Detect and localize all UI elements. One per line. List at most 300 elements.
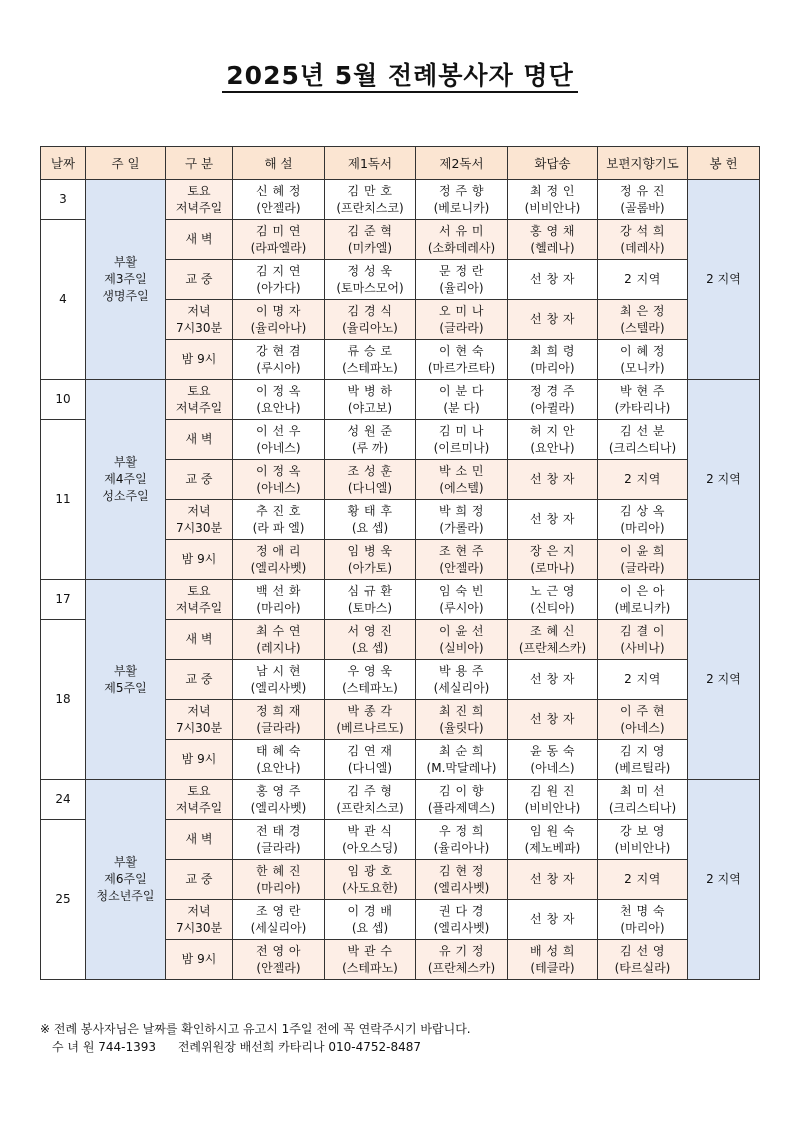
service-kind-line: 교 중	[185, 672, 213, 686]
service-kind-line: 토요	[187, 783, 211, 798]
volunteer-name: 2 지역	[624, 272, 661, 286]
baptismal-name: (프란치스코)	[336, 200, 404, 215]
week-label	[86, 580, 166, 780]
baptismal-name: (다니엘)	[347, 760, 393, 775]
volunteer-cell	[416, 780, 508, 820]
volunteer-name: 이 윤 희	[620, 543, 665, 558]
service-kind-line: 7시30분	[175, 920, 223, 935]
service-kind	[166, 300, 233, 340]
volunteer-cell	[325, 740, 416, 780]
volunteer-name: 허 지 안	[530, 423, 575, 438]
volunteer-cell	[598, 940, 688, 980]
volunteer-name: 김 연 재	[347, 743, 393, 758]
volunteer-cell	[233, 340, 325, 380]
volunteer-cell	[233, 820, 325, 860]
service-kind	[166, 700, 233, 740]
volunteer-cell	[416, 940, 508, 980]
volunteer-name: 홍 영 채	[530, 223, 575, 238]
offering-cell: 2 지역	[688, 180, 760, 380]
date-cell: 3	[41, 180, 86, 220]
volunteer-cell	[416, 540, 508, 580]
week-label-line: 부활	[113, 663, 138, 678]
volunteer-name: 천 명 숙	[620, 903, 665, 918]
baptismal-name: (로마나)	[530, 560, 575, 575]
service-kind-line: 밤 9시	[181, 752, 217, 766]
volunteer-cell	[233, 860, 325, 900]
service-kind	[166, 420, 233, 460]
service-kind	[166, 740, 233, 780]
volunteer-cell	[598, 740, 688, 780]
service-kind	[166, 180, 233, 220]
week-label-line: 제6주일	[104, 872, 147, 886]
volunteer-name: 최 진 희	[439, 703, 484, 718]
service-kind	[166, 500, 233, 540]
volunteer-cell	[325, 420, 416, 460]
volunteer-name: 최 희 령	[530, 343, 575, 358]
volunteer-name: 김 만 호	[347, 183, 393, 198]
volunteer-cell	[233, 540, 325, 580]
volunteer-cell	[233, 220, 325, 260]
volunteer-name: 정 유 진	[620, 183, 665, 198]
header-cell: 보편지향기도	[598, 147, 688, 180]
volunteer-name: 서 영 진	[347, 623, 393, 638]
table-row	[41, 780, 760, 820]
volunteer-name: 배 성 희	[530, 943, 575, 958]
baptismal-name: (요 셉)	[351, 920, 389, 935]
volunteer-cell	[325, 780, 416, 820]
baptismal-name: (라 파 엘)	[252, 520, 305, 535]
service-kind	[166, 460, 233, 500]
service-kind-line: 7시30분	[175, 520, 223, 535]
baptismal-name: (스테파노)	[342, 960, 398, 975]
header-cell: 구 분	[166, 147, 233, 180]
volunteer-name: 박 관 식	[347, 823, 393, 838]
volunteer-name: 최 정 인	[530, 183, 575, 198]
baptismal-name: (베로니카)	[433, 200, 490, 215]
service-kind-line: 저녁주일	[175, 800, 223, 815]
week-label-line: 제4주일	[104, 472, 147, 486]
volunteer-name: 최 은 정	[620, 303, 665, 318]
volunteer-cell	[325, 500, 416, 540]
service-kind-line: 저녁	[187, 703, 211, 718]
volunteer-cell	[508, 420, 598, 460]
baptismal-name: (율리아)	[439, 280, 484, 295]
baptismal-name: (가롤라)	[439, 520, 484, 535]
baptismal-name: (요안나)	[530, 440, 575, 455]
week-label-line: 부활	[113, 255, 138, 269]
volunteer-name: 이 명 자	[256, 303, 301, 318]
baptismal-name: (분 다)	[443, 400, 480, 415]
volunteer-cell	[598, 180, 688, 220]
baptismal-name: (율리아나)	[250, 320, 307, 335]
baptismal-name: (데레사)	[620, 240, 665, 255]
baptismal-name: (세실리아)	[250, 920, 307, 935]
volunteer-cell	[416, 660, 508, 700]
volunteer-cell	[416, 860, 508, 900]
volunteer-cell	[508, 460, 598, 500]
volunteer-name: 전 영 아	[256, 943, 301, 958]
volunteer-name: 박 소 민	[439, 463, 484, 478]
service-kind-line: 저녁	[187, 503, 211, 518]
volunteer-cell	[508, 700, 598, 740]
volunteer-cell	[598, 660, 688, 700]
volunteer-name: 선 창 자	[530, 712, 575, 726]
baptismal-name: (세실리아)	[433, 680, 490, 695]
volunteer-name: 김 지 연	[256, 263, 301, 278]
volunteer-cell	[233, 180, 325, 220]
table-row	[41, 380, 760, 420]
volunteer-cell	[508, 780, 598, 820]
service-kind-line: 저녁주일	[175, 200, 223, 215]
volunteer-cell	[508, 660, 598, 700]
service-kind-line: 저녁주일	[175, 600, 223, 615]
volunteer-cell	[598, 580, 688, 620]
baptismal-name: (아네스)	[256, 440, 301, 455]
date-cell: 11	[41, 420, 86, 580]
volunteer-cell	[416, 460, 508, 500]
baptismal-name: (아가토)	[347, 560, 393, 575]
baptismal-name: (율리아노)	[342, 320, 398, 335]
volunteer-name: 한 혜 진	[256, 863, 301, 878]
baptismal-name: (베르나르도)	[336, 720, 404, 735]
table-row	[41, 180, 760, 220]
baptismal-name: (비비안나)	[524, 800, 581, 815]
volunteer-name: 정 주 향	[439, 183, 484, 198]
baptismal-name: (에스텔)	[439, 480, 484, 495]
volunteer-name: 이 경 배	[347, 903, 393, 918]
baptismal-name: (루시아)	[256, 360, 301, 375]
volunteer-name: 문 정 란	[439, 263, 484, 278]
baptismal-name: (율리아나)	[433, 840, 490, 855]
week-label	[86, 780, 166, 980]
volunteer-cell	[598, 420, 688, 460]
volunteer-cell	[233, 300, 325, 340]
convent-contact: 수 녀 원 744-1393	[52, 1040, 156, 1054]
volunteer-name: 김 미 연	[256, 223, 301, 238]
service-kind	[166, 900, 233, 940]
baptismal-name: (엘리사벳)	[433, 880, 490, 895]
volunteer-name: 2 지역	[624, 672, 661, 686]
footer-note: ※ 전례 봉사자님은 날짜를 확인하시고 유고시 1주일 전에 꼭 연락주시기 바랍니다.	[40, 1022, 471, 1036]
baptismal-name: (엘리사벳)	[433, 920, 490, 935]
volunteer-cell	[233, 620, 325, 660]
baptismal-name: (베르틸라)	[614, 760, 671, 775]
service-kind	[166, 260, 233, 300]
volunteer-cell	[416, 340, 508, 380]
baptismal-name: (요안나)	[256, 400, 301, 415]
volunteer-cell	[325, 300, 416, 340]
baptismal-name: (프란체스카)	[427, 960, 496, 975]
volunteer-cell	[233, 500, 325, 540]
volunteer-cell	[598, 260, 688, 300]
volunteer-name: 정 희 재	[256, 703, 301, 718]
volunteer-name: 박 용 주	[439, 663, 484, 678]
volunteer-cell	[325, 620, 416, 660]
volunteer-name: 임 원 숙	[530, 823, 575, 838]
volunteer-cell	[508, 900, 598, 940]
baptismal-name: (아퀼라)	[530, 400, 575, 415]
volunteer-name: 서 유 미	[439, 223, 484, 238]
baptismal-name: (마리아)	[530, 360, 575, 375]
offering-cell: 2 지역	[688, 580, 760, 780]
service-kind-line: 교 중	[185, 872, 213, 886]
offering-cell: 2 지역	[688, 380, 760, 580]
volunteer-name: 박 희 정	[439, 503, 484, 518]
volunteer-cell	[325, 180, 416, 220]
service-kind	[166, 780, 233, 820]
service-kind	[166, 860, 233, 900]
volunteer-name: 김 원 진	[530, 783, 575, 798]
volunteer-cell	[233, 940, 325, 980]
volunteer-cell	[508, 540, 598, 580]
chair-contact: 전례위원장 배선희 카타리나 010-4752-8487	[177, 1040, 422, 1054]
week-label-line: 부활	[113, 455, 138, 469]
volunteer-name: 노 근 영	[530, 583, 575, 598]
volunteer-cell	[416, 820, 508, 860]
baptismal-name: (크리스티나)	[608, 440, 677, 455]
week-label-line: 청소년주일	[96, 889, 155, 903]
volunteer-cell	[598, 220, 688, 260]
volunteer-name: 이 주 현	[620, 703, 665, 718]
baptismal-name: (M.막달레나)	[426, 760, 497, 775]
baptismal-name: (스텔라)	[620, 320, 665, 335]
service-kind-line: 7시30분	[175, 320, 223, 335]
date-cell: 4	[41, 220, 86, 380]
volunteer-cell	[598, 540, 688, 580]
volunteer-cell	[416, 300, 508, 340]
volunteer-name: 선 창 자	[530, 872, 575, 886]
volunteer-cell	[233, 580, 325, 620]
volunteer-name: 윤 동 숙	[530, 743, 575, 758]
volunteer-name: 백 선 화	[256, 583, 301, 598]
header-row	[41, 147, 760, 180]
volunteer-cell	[598, 700, 688, 740]
volunteer-name: 전 태 경	[256, 823, 301, 838]
volunteer-name: 이 정 옥	[256, 383, 301, 398]
baptismal-name: (요 셉)	[351, 520, 389, 535]
header-cell: 날짜	[41, 147, 86, 180]
volunteer-cell	[233, 700, 325, 740]
volunteer-name: 이 현 숙	[439, 343, 484, 358]
service-kind	[166, 620, 233, 660]
date-cell: 18	[41, 620, 86, 780]
baptismal-name: (플라제덱스)	[427, 800, 496, 815]
volunteer-name: 임 병 욱	[347, 543, 393, 558]
volunteer-name: 김 상 옥	[620, 503, 665, 518]
volunteer-cell	[233, 660, 325, 700]
volunteer-name: 조 영 란	[256, 903, 301, 918]
baptismal-name: (안젤라)	[256, 960, 301, 975]
service-kind-line: 토요	[187, 583, 211, 598]
volunteer-name: 조 혜 신	[530, 623, 575, 638]
volunteer-name: 최 순 희	[439, 743, 484, 758]
baptismal-name: (야고보)	[347, 400, 393, 415]
baptismal-name: (사도요한)	[342, 880, 398, 895]
volunteer-name: 김 주 형	[347, 783, 393, 798]
header-cell: 주 일	[86, 147, 166, 180]
volunteer-name: 우 영 욱	[347, 663, 393, 678]
volunteer-name: 성 원 준	[347, 423, 393, 438]
header-cell: 제2독서	[416, 147, 508, 180]
volunteer-name: 박 병 하	[347, 383, 393, 398]
volunteer-cell	[416, 220, 508, 260]
volunteer-cell	[325, 380, 416, 420]
baptismal-name: (이르미나)	[433, 440, 490, 455]
service-kind	[166, 220, 233, 260]
volunteer-name: 김 결 이	[620, 623, 665, 638]
volunteer-name: 홍 영 주	[256, 783, 301, 798]
volunteer-cell	[416, 380, 508, 420]
volunteer-cell	[233, 420, 325, 460]
volunteer-cell	[598, 460, 688, 500]
week-label-line: 부활	[113, 855, 138, 869]
service-kind-line: 새 벽	[185, 432, 213, 446]
service-kind	[166, 540, 233, 580]
volunteer-name: 권 다 경	[439, 903, 484, 918]
volunteer-name: 임 광 호	[347, 863, 393, 878]
service-kind-line: 교 중	[185, 272, 213, 286]
baptismal-name: (비비안나)	[524, 200, 581, 215]
baptismal-name: (사비나)	[620, 640, 665, 655]
service-kind-line: 7시30분	[175, 720, 223, 735]
volunteer-cell	[325, 820, 416, 860]
volunteer-cell	[598, 620, 688, 660]
baptismal-name: (마리아)	[620, 920, 665, 935]
date-cell: 10	[41, 380, 86, 420]
baptismal-name: (테클라)	[530, 960, 575, 975]
volunteer-name: 이 혜 정	[620, 343, 665, 358]
volunteer-cell	[325, 460, 416, 500]
volunteer-name: 강 석 희	[620, 223, 665, 238]
baptismal-name: (엘리사벳)	[250, 800, 307, 815]
volunteer-name: 박 관 수	[347, 943, 393, 958]
volunteer-cell	[508, 300, 598, 340]
service-kind-line: 밤 9시	[181, 952, 217, 966]
service-kind-line: 저녁주일	[175, 400, 223, 415]
table-row	[41, 580, 760, 620]
volunteer-cell	[508, 620, 598, 660]
baptismal-name: (아가다)	[256, 280, 301, 295]
volunteer-name: 황 태 후	[347, 503, 393, 518]
baptismal-name: (아네스)	[530, 760, 575, 775]
baptismal-name: (프란체스카)	[518, 640, 587, 655]
volunteer-cell	[325, 580, 416, 620]
baptismal-name: (안젤라)	[439, 560, 484, 575]
volunteer-cell	[416, 740, 508, 780]
baptismal-name: (엘리사벳)	[250, 560, 307, 575]
service-kind-line: 토요	[187, 383, 211, 398]
volunteer-name: 선 창 자	[530, 512, 575, 526]
volunteer-cell	[416, 620, 508, 660]
volunteer-name: 선 창 자	[530, 472, 575, 486]
baptismal-name: (마리아)	[620, 520, 665, 535]
volunteer-cell	[233, 900, 325, 940]
volunteer-name: 강 현 겸	[256, 343, 301, 358]
volunteer-cell	[598, 860, 688, 900]
baptismal-name: (아네스)	[620, 720, 665, 735]
baptismal-name: (라파엘라)	[250, 240, 307, 255]
volunteer-name: 오 미 나	[439, 303, 484, 318]
header-cell: 화답송	[508, 147, 598, 180]
volunteer-name: 선 창 자	[530, 312, 575, 326]
volunteer-cell	[416, 420, 508, 460]
volunteer-cell	[508, 940, 598, 980]
volunteer-name: 심 규 환	[347, 583, 393, 598]
volunteer-cell	[325, 660, 416, 700]
baptismal-name: (글라라)	[256, 840, 301, 855]
header-cell: 제1독서	[325, 147, 416, 180]
volunteer-name: 박 현 주	[620, 383, 665, 398]
volunteer-cell	[598, 340, 688, 380]
week-label-line: 생명주일	[102, 289, 149, 303]
volunteer-cell	[598, 780, 688, 820]
volunteer-name: 강 보 영	[620, 823, 665, 838]
week-label-line: 제5주일	[104, 680, 147, 695]
volunteer-name: 이 정 옥	[256, 463, 301, 478]
volunteer-cell	[416, 580, 508, 620]
volunteer-name: 최 수 연	[256, 623, 301, 638]
baptismal-name: (소화데레사)	[427, 240, 496, 255]
service-kind-line: 밤 9시	[181, 552, 217, 566]
baptismal-name: (요안나)	[256, 760, 301, 775]
volunteer-cell	[416, 180, 508, 220]
volunteer-name: 유 기 정	[439, 943, 484, 958]
volunteer-cell	[508, 860, 598, 900]
service-kind-line: 새 벽	[185, 632, 213, 646]
volunteer-name: 이 선 우	[256, 423, 301, 438]
volunteer-cell	[325, 260, 416, 300]
footer-contact	[52, 1038, 439, 1055]
page-title: 2025년 5월 전례봉사자 명단	[0, 56, 800, 92]
baptismal-name: (토마스)	[347, 600, 393, 615]
service-kind-line: 토요	[187, 183, 211, 198]
volunteer-cell	[508, 340, 598, 380]
offering-cell: 2 지역	[688, 780, 760, 980]
volunteer-cell	[508, 220, 598, 260]
baptismal-name: (요 셉)	[351, 640, 389, 655]
service-kind	[166, 580, 233, 620]
baptismal-name: (제노베파)	[524, 840, 581, 855]
volunteer-name: 김 선 영	[620, 943, 665, 958]
volunteer-cell	[508, 260, 598, 300]
volunteer-name: 김 이 향	[439, 783, 484, 798]
baptismal-name: (토마스모어)	[336, 280, 404, 295]
baptismal-name: (안젤라)	[256, 200, 301, 215]
volunteer-name: 추 진 호	[256, 503, 301, 518]
volunteer-name: 조 현 주	[439, 543, 484, 558]
volunteer-name: 선 창 자	[530, 672, 575, 686]
volunteer-cell	[325, 860, 416, 900]
baptismal-name: (골롬바)	[620, 200, 665, 215]
volunteer-cell	[416, 500, 508, 540]
service-kind	[166, 660, 233, 700]
baptismal-name: (마리아)	[256, 600, 301, 615]
volunteer-name: 정 애 리	[256, 543, 301, 558]
header-cell: 봉 헌	[688, 147, 760, 180]
volunteer-cell	[508, 500, 598, 540]
roster-body	[41, 180, 760, 980]
volunteer-name: 김 현 정	[439, 863, 484, 878]
service-kind-line: 새 벽	[185, 232, 213, 246]
volunteer-cell	[233, 740, 325, 780]
baptismal-name: (카타리나)	[614, 400, 671, 415]
service-kind-line: 밤 9시	[181, 352, 217, 366]
baptismal-name: (레지나)	[256, 640, 301, 655]
volunteer-name: 신 혜 정	[256, 183, 301, 198]
baptismal-name: (스테파노)	[342, 360, 398, 375]
baptismal-name: (헬레나)	[530, 240, 575, 255]
baptismal-name: (다니엘)	[347, 480, 393, 495]
